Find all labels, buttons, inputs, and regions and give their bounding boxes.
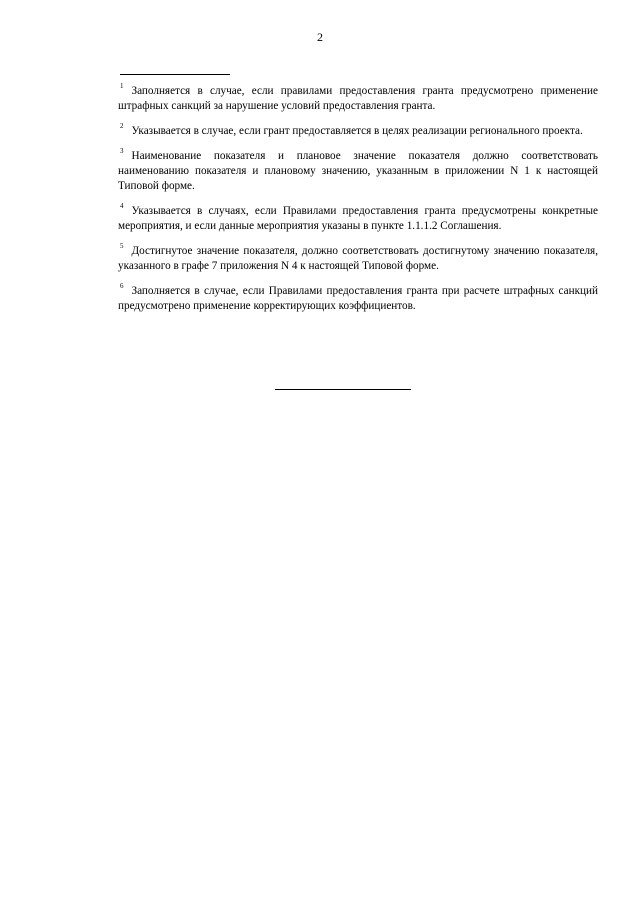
footnote-number: 2 bbox=[120, 122, 124, 131]
footnote-number: 4 bbox=[120, 202, 124, 211]
footnote-number: 1 bbox=[120, 82, 124, 91]
footnote-number: 3 bbox=[120, 147, 124, 156]
footnote bbox=[118, 284, 598, 314]
footnote bbox=[118, 244, 598, 274]
footnote-number: 6 bbox=[120, 282, 124, 291]
footnote-text: Достигнутое значение показателя, должно соответствовать достигнутому значению показателя, указанного в графе 7 приложения N 4 к настоящей Типовой форме. bbox=[118, 245, 598, 272]
footnote bbox=[118, 204, 598, 234]
footnotes-list bbox=[118, 84, 598, 324]
footnote-text: Указывается в случае, если грант предоставляется в целях реализации регионального проекта. bbox=[131, 125, 583, 137]
footnote bbox=[118, 84, 598, 114]
page-number: 2 bbox=[317, 30, 323, 44]
footnote-text: Заполняется в случае, если правилами предоставления гранта предусмотрено применение штрафных санкций за нарушение условий предоставления гранта. bbox=[118, 85, 598, 112]
footnote bbox=[118, 124, 598, 139]
footnote-text: Указывается в случаях, если Правилами предоставления гранта предусмотрены конкретные мероприятия, и если данные мероприятия указаны в пункте 1.1.1.2 Соглашения. bbox=[118, 205, 598, 232]
end-separator bbox=[275, 389, 411, 390]
footnote-text: Заполняется в случае, если Правилами предоставления гранта при расчете штрафных санкций предусмотрено применение корректирующих коэффициентов. bbox=[118, 285, 598, 312]
footnote-number: 5 bbox=[120, 242, 124, 251]
footnote bbox=[118, 149, 598, 194]
footnote-text: Наименование показателя и плановое значение показателя должно соответствовать наименованию показателя и плановому значению, указанным в приложении N 1 к настоящей Типовой форме. bbox=[118, 150, 598, 192]
footnote-separator bbox=[120, 74, 230, 75]
